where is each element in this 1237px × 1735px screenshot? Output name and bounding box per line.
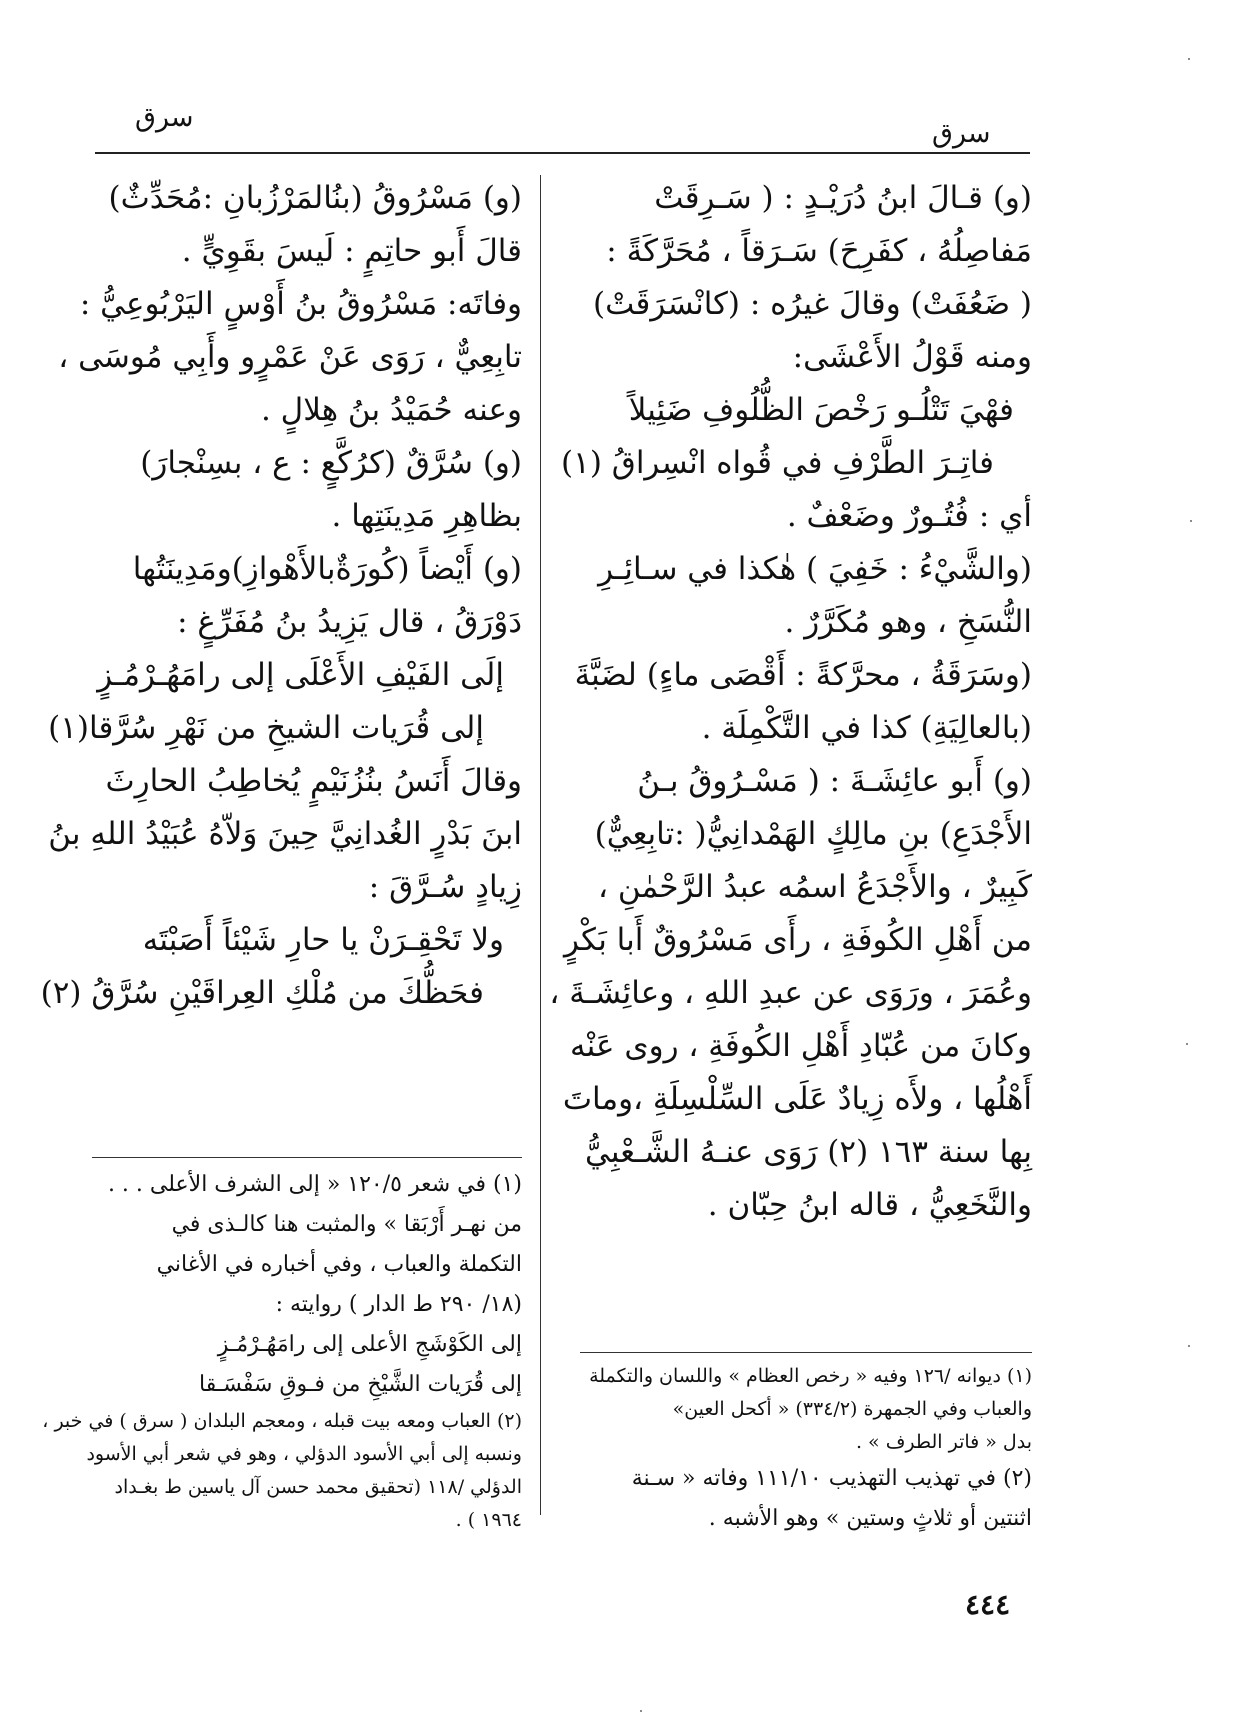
text-line: ( ضَعُفَتْ) وقالَ غيرُه : (كانْسَرَقَتْ): [592, 286, 1032, 322]
footnote-line: (٢) في تهذيب التهذيب ١١١/١٠ وفاته « سـنة: [631, 1466, 1032, 1491]
text-line: (و) مَسْرُوقُ (بنُالمَرْزُبانِ :مُحَدِّثٌ): [108, 180, 522, 216]
text-line: زِيادٍ سُـرَّقَ :: [368, 869, 522, 905]
text-line: وقالَ أَنَسُ بنُزُنَيْمٍ يُخاطِبُ الحارِثَ: [105, 763, 522, 799]
verse-line: فهْيَ تَتْلُـو رَخْصَ الظُّلُوفِ ضَئِيلاً: [628, 392, 1014, 428]
text-line: ومنه قَوْلُ الأَعْشَى:: [792, 339, 1032, 375]
verse-line: فحَظُّكَ من مُلْكِ العِراقَيْنِ سُرَّقُ (٢): [40, 975, 484, 1011]
text-line: (و) أَيْضاً (كُورَةٌبالأَهْوازِ)ومَدِينَتُها: [132, 551, 522, 587]
verse-line: إلى قُرَيات الشيخِ من نَهْرِ سُرَّقا(١): [48, 710, 484, 746]
text-line: كَبِيرٌ ، والأَجْدَعُ اسمُه عبدُ الرَّحْمٰنِ ،: [598, 869, 1032, 905]
footnote-line: (٢) العباب ومعه بيت قبله ، ومعجم البلدان ( سرق ) في خبر ،: [42, 1410, 522, 1432]
text-line: (والشَّيْءُ : خَفِيَ ) هٰكذا في سـائِـرِ: [598, 551, 1032, 587]
verse-line: فاتِـرَ الطَّرْفِ في قُواه انْسِراقُ (١): [561, 445, 994, 481]
footnote-line: (١) في شعر ١٢٠/٥ « إلى الشرف الأعلى . . .: [107, 1172, 522, 1197]
text-line: (و) سُرَّقٌ (كرُكَّعٍ : ع ، بسِنْجارَ): [140, 445, 522, 481]
footnote-line: الدؤلي /١١٨ (تحقيق محمد حسن آل ياسين ط بغـداد: [114, 1476, 522, 1498]
text-line: الأَجْدَعِ) بنِ مالِكٍ الهَمْدانِيُّ( :تابِعِيٌّ): [594, 816, 1032, 852]
footnote-line: والعباب وفي الجمهرة (٣٣٤/٢) « أكحل العين»: [672, 1398, 1032, 1420]
running-head-left: سرق: [135, 102, 194, 133]
text-line: (و) أَبو عائِشَـةَ : ( مَسْـرُوقُ بـنُ: [637, 763, 1032, 799]
text-line: بظاهِرِ مَدِينَتِها .: [331, 498, 522, 534]
text-line: مَفاصِلُهُ ، كفَرِحَ) سَـرَقاً ، مُحَرَّكَةً :: [606, 233, 1032, 269]
footnote-line: ونسبه إلى أبي الأسود الدؤلي ، وهو في شعر أبي الأسود: [86, 1443, 522, 1465]
footnote-line: اثنتين أو ثلاثٍ وستين » وهو الأشبه .: [708, 1506, 1032, 1531]
scan-speck: [1188, 1345, 1190, 1347]
left-column: [40, 172, 522, 1020]
footnote-line: من نهـر أَرْبَقا » والمثبت هنا كالـذى في: [171, 1212, 522, 1237]
text-line: (و) قـالَ ابنُ دُرَيْـدٍ : ( سَـرِقَتْ: [654, 180, 1032, 216]
scan-speck: [1186, 1043, 1188, 1045]
left-footnotes: [42, 1165, 522, 1537]
scan-speck: [1188, 58, 1190, 60]
column-divider: [540, 175, 541, 1515]
header-rule: [95, 152, 1030, 154]
text-line: النُّسَخِ ، وهو مُكَرَّرٌ .: [784, 604, 1032, 640]
text-line: (بالعالِيَةِ) كذا في التَّكْمِلَة .: [701, 710, 1032, 746]
text-line: تابِعِيٌّ ، رَوَى عَنْ عَمْرٍو وأَبِي مُوسَى ،: [58, 339, 522, 375]
text-line: قالَ أَبو حاتِمٍ : لَيسَ بقَوِيٍّ .: [181, 233, 522, 269]
text-line: أَهْلُها ، ولأَه زِيادٌ عَلَى السِّلْسِلَةِ ،وماتَ: [562, 1081, 1032, 1117]
right-column: [549, 172, 1032, 1232]
verse-line: إلَى الفَيْفِ الأَعْلَى إلى رامَهُـرْمُـزٍ: [97, 657, 504, 693]
text-line: من أَهْلِ الكُوفَةِ ، رأَى مَسْرُوقٌ أَبا بَكْرٍ: [563, 922, 1032, 958]
verse-line: ولا تَحْقِـرَنْ يا حارِ شَيْئاً أَصَبْتَه: [142, 922, 504, 958]
footnote-line: (١٨/ ٢٩٠ ط الدار ) روايته :: [275, 1292, 522, 1317]
footnote-line: بدل « فاتر الطرف » .: [855, 1431, 1032, 1453]
running-head-right: سرق: [932, 118, 991, 149]
text-line: بِها سنة ١٦٣ (٢) رَوَى عنـهُ الشَّـعْبِيُّ: [585, 1134, 1032, 1170]
footnote-rule-left: [92, 1157, 522, 1158]
footnote-verse: إلى الكَوْشَجِ الأعلى إلى رامَهُـرْمُـزٍ: [217, 1332, 522, 1357]
text-line: وعنه حُمَيْدُ بنُ هِلالٍ .: [260, 392, 522, 428]
text-line: والنَّخَعِيُّ ، قاله ابنُ حِبّان .: [707, 1187, 1032, 1223]
page-number: ٤٤٤: [965, 1588, 1011, 1621]
text-line: وفاتَه: مَسْرُوقُ بنُ أَوْسٍ اليَرْبُوعِيُّ :: [79, 286, 522, 322]
scan-speck: [640, 1710, 642, 1712]
text-line: ابنَ بَدْرٍ الغُدانِيَّ حِينَ وَلاّهُ عُبَيْدُ اللهِ بنُ: [48, 816, 522, 852]
footnote-verse: إلى قُرَيات الشَّيْخِ من فـوقِ سَفْسَـقا: [199, 1372, 522, 1397]
footnote-rule-right: [580, 1352, 1032, 1353]
text-line: دَوْرَقُ ، قال يَزِيدُ بنُ مُفَرِّغٍ :: [177, 604, 522, 640]
footnote-line: (١) ديوانه /١٢٦ وفيه « رخص العظام » واللسان والتكملة: [589, 1365, 1032, 1387]
text-line: (وسَرَقَةُ ، محرَّكةً : أَقْصَى ماءٍ) لضَبَّةَ: [574, 657, 1032, 693]
text-line: وعُمَرَ ، ورَوَى عن عبدِ اللهِ ، وعائِشَـةَ ،: [549, 975, 1032, 1011]
scan-speck: [1190, 520, 1192, 522]
footnote-line: التكملة والعباب ، وفي أخباره في الأغاني: [156, 1252, 522, 1277]
right-footnotes: [580, 1360, 1032, 1539]
footnote-line: ١٩٦٤ ) .: [455, 1509, 522, 1531]
text-line: أي : فُتُـورٌ وضَعْفٌ .: [786, 498, 1032, 534]
text-line: وكانَ من عُبّادِ أَهْلِ الكُوفَةِ ، روى عَنْه: [570, 1028, 1032, 1064]
